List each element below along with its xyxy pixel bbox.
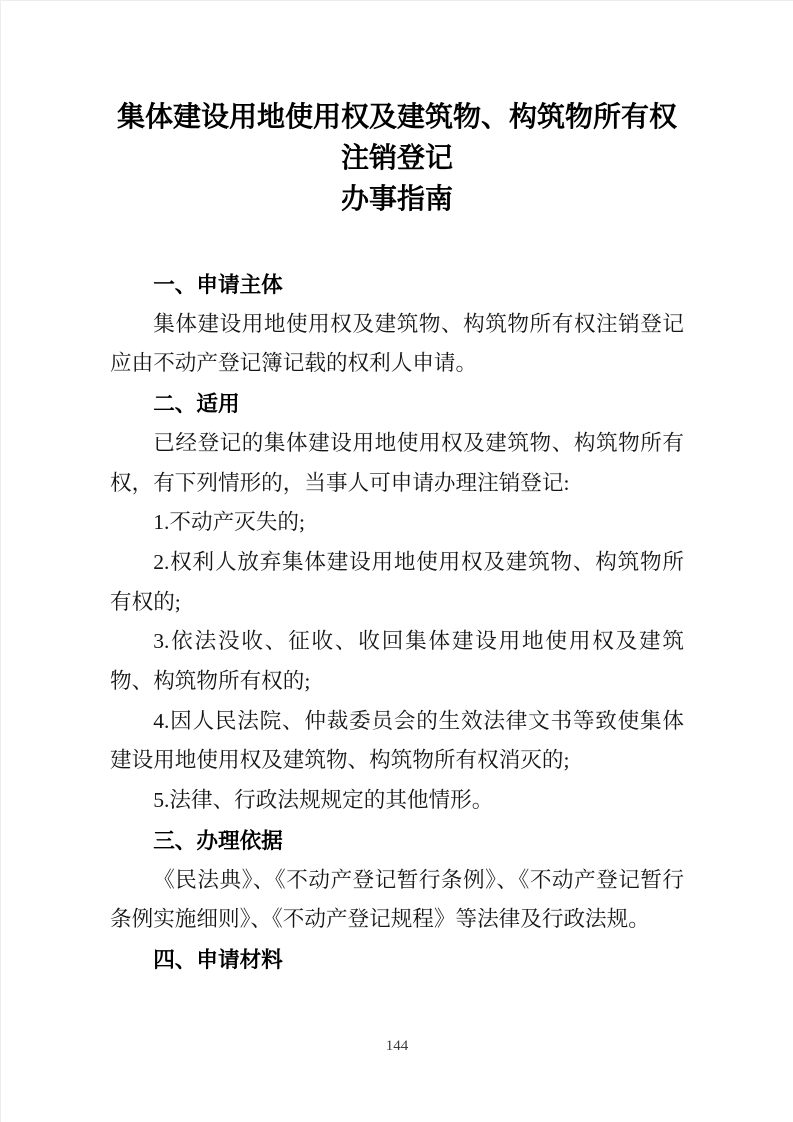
title-main: 集体建设用地使用权及建筑物、构筑物所有权注销登记 — [116, 102, 677, 174]
section-heading-application-materials: 四、申请材料 — [153, 946, 283, 972]
paragraph-applicant: 集体建设用地使用权及建筑物、构筑物所有权注销登记应由不动产登记簿记载的权利人申请。 — [110, 311, 684, 376]
list-item-2: 2.权利人放弃集体建设用地使用权及建筑物、构筑物所有权的; — [110, 549, 684, 614]
list-item-1: 1.不动产灭失的; — [153, 510, 305, 535]
page-number: 144 — [385, 1038, 409, 1054]
list-item-3: 3.依法没收、征收、收回集体建设用地使用权及建筑物、构筑物所有权的; — [110, 629, 684, 694]
list-item-5: 5.法律、行政法规规定的其他情形。 — [153, 788, 494, 813]
section-heading-applicability: 二、适用 — [153, 391, 240, 417]
list-item-4: 4.因人民法院、仲裁委员会的生效法律文书等致使集体建设用地使用权及建筑物、构筑物所有权消灭的; — [110, 708, 684, 773]
paragraph-applicability-intro: 已经登记的集体建设用地使用权及建筑物、构筑物所有权，有下列情形的，当事人可申请办理注销登记: — [110, 430, 684, 495]
title-subtitle: 办事指南 — [340, 184, 453, 215]
section-heading-legal-basis: 三、办理依据 — [153, 827, 283, 853]
document-title — [110, 1, 684, 220]
paragraph-legal-basis: 《民法典》、《不动产登记暂行条例》、《不动产登记暂行条例实施细则》、《不动产登记规程》等法律及行政法规。 — [110, 867, 684, 932]
section-heading-applicant: 一、申请主体 — [153, 272, 283, 297]
document-body — [110, 265, 684, 980]
